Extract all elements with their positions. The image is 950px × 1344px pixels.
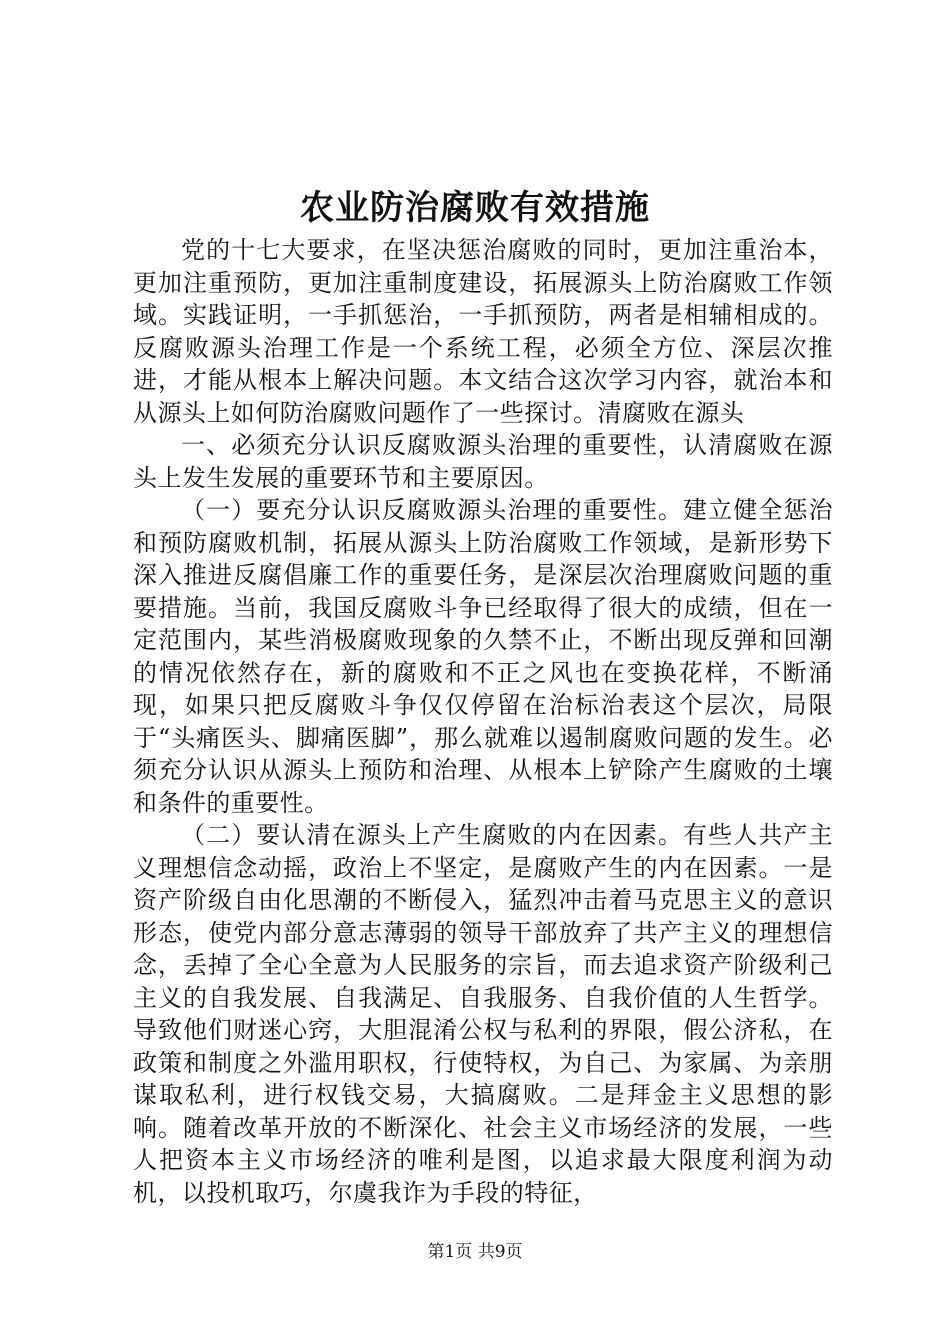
document-title: 农业防治腐败有效措施 [300, 188, 650, 228]
paragraph-subsection-two: （二）要认清在源头上产生腐败的内在因素。有些人共产主义理想信念动摇，政治上不坚定，是腐败产生的内在因素。一是资产阶级自由化思潮的不断侵入，猛烈冲击着马克思主义的意识形态，使党内部分意志薄弱的领导干部放弃了共产主义的理想信念，丢掉了全心全意为人民服务的宗旨，而去追求资产阶级利己主义的自我发展、自我满足、自我服务、自我价值的人生哲学。导致他们财迷心窍，大胆混淆公权与私利的界限，假公济私，在政策和制度之外滥用职权，行使特权，为自己、为家属、为亲朋谋取私利，进行权钱交易，大搞腐败。二是拜金主义思想的影响。随着改革开放的不断深化、社会主义市场经济的发展，一些人把资本主义市场经济的唯利是图，以追求最大限度利润为动机，以投机取巧，尔虞我诈为手段的特征， [133, 821, 833, 1207]
paragraph-section-one-heading: 一、必须充分认识反腐败源头治理的重要性，认清腐败在源头上发生发展的重要环节和主要原因。 [133, 431, 833, 492]
paragraph-subsection-one: （一）要充分认识反腐败源头治理的重要性。建立健全惩治和预防腐败机制，拓展从源头上防治腐败工作领域，是新形势下深入推进反腐倡廉工作的重要任务，是深层次治理腐败问题的重要措施。当前，我国反腐败斗争已经取得了很大的成绩，但在一定范围内，某些消极腐败现象的久禁不止，不断出现反弹和回潮的情况依然存在，新的腐败和不正之风也在变换花样，不断涌现，如果只把反腐败斗争仅仅停留在治标治表这个层次，局限于“头痛医头、脚痛医脚”，那么就难以遏制腐败问题的发生。必须充分认识从源头上预防和治理、从根本上铲除产生腐败的土壤和条件的重要性。 [133, 496, 833, 817]
page-number-footer: 第1页 共9页 [427, 1242, 523, 1262]
paragraph-intro: 党的十七大要求，在坚决惩治腐败的同时，更加注重治本，更加注重预防，更加注重制度建设，拓展源头上防治腐败工作领域。实践证明，一手抓惩治，一手抓预防，两者是相辅相成的。反腐败源头治理工作是一个系统工程，必须全方位、深层次推进，才能从根本上解决问题。本文结合这次学习内容，就治本和从源头上如何防治腐败问题作了一些探讨。清腐败在源头 [133, 236, 833, 427]
document-body [133, 234, 833, 1209]
